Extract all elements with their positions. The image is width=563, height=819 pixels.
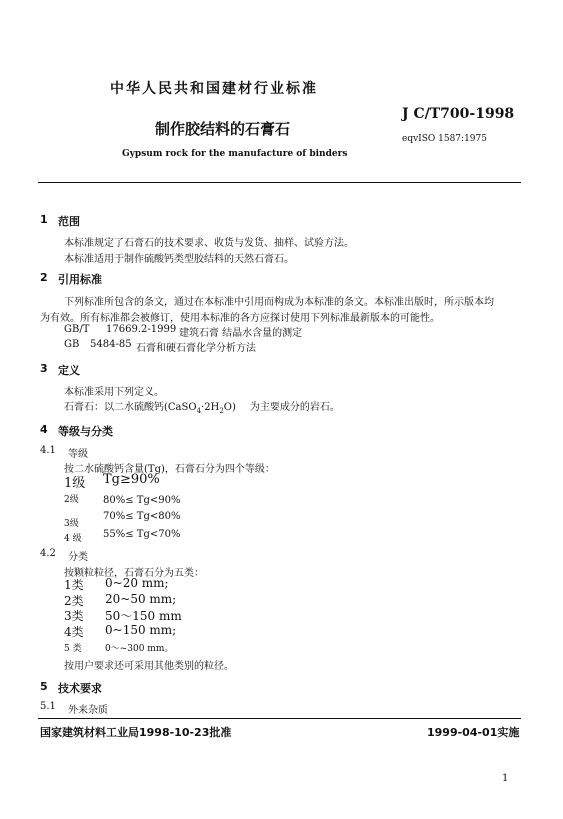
header-divider (38, 182, 521, 183)
document-title-english: Gypsum rock for the manufacture of binders (122, 149, 348, 159)
grade-4-range: 55%≤ Tg<70% (103, 529, 181, 540)
class-3-range: 50～150 mm (105, 609, 182, 623)
grade-3-label: 3级 (64, 519, 79, 529)
subsection-4-1-number: 4.1 (40, 445, 56, 456)
class-4-label: 4类 (64, 625, 84, 639)
implementation-date: 1999-04-01实施 (427, 726, 520, 739)
document-title: 制作胶结料的石膏石 (155, 120, 291, 138)
grades-intro: 按二水硫酸钙含量(Tg)，石膏石分为四个等级： (64, 464, 275, 475)
grade-3-range: 70%≤ Tg<80% (103, 511, 181, 522)
section-2-title: 引用标准 (58, 273, 102, 286)
section-1-title: 范围 (58, 215, 80, 228)
section-3-number: 3 (40, 362, 48, 375)
class-2-label: 2类 (64, 594, 84, 608)
section-1-paragraph-2: 本标准适用于制作硫酸钙类型胶结料的天然石膏石。 (64, 254, 294, 265)
class-2-range: 20~50 mm; (105, 592, 177, 606)
section-3-paragraph: 本标准采用下列定义。 (64, 387, 164, 398)
grade-1-label: 1级 (64, 476, 86, 491)
class-5-label: 5 类 (64, 644, 82, 654)
grade-1-range: Tg≥90% (103, 472, 160, 487)
definition-formula-prefix: 石膏石：以二水硫酸钙(CaSO (64, 402, 197, 413)
definition-formula-subscript-2: 2 (219, 407, 224, 415)
class-3-label: 3类 (64, 609, 84, 623)
section-1-paragraph-1: 本标准规定了石膏石的技术要求、收货与发货、抽样、试验方法。 (64, 238, 354, 249)
reference-1-number: 17669.2-1999 (106, 324, 177, 335)
grade-4-label: 4 级 (64, 534, 82, 544)
footer-divider (38, 718, 521, 719)
grade-2-label: 2级 (64, 495, 79, 505)
section-1-number: 1 (40, 213, 48, 226)
class-1-label: 1类 (64, 578, 84, 592)
section-2-paragraph-line-1: 下列标准所包含的条文，通过在本标准中引用而构成为本标准的条文。本标准出版时，所示版本均 (64, 297, 494, 308)
classes-note: 按用户要求还可采用其他类别的粒径。 (64, 661, 234, 672)
class-5-range: 0～~300 mm。 (105, 644, 174, 654)
page-number: 1 (502, 773, 509, 784)
subsection-4-2-title: 分类 (68, 552, 88, 563)
section-5-number: 5 (40, 680, 48, 693)
definition-formula-middle: ·2H (201, 402, 220, 413)
class-1-range: 0~20 mm; (105, 576, 169, 590)
reference-2-number: 5484-85 (90, 339, 132, 350)
equivalence-note: eqvISO 1587:1975 (402, 134, 487, 144)
reference-2-code: GB (64, 339, 80, 350)
grade-2-range: 80%≤ Tg<90% (103, 495, 181, 506)
subsection-4-1-title: 等级 (68, 449, 88, 460)
definition-formula-suffix: O) (223, 402, 236, 413)
gypsum-rock-definition (64, 398, 340, 415)
subsection-4-2-number: 4.2 (40, 548, 56, 559)
section-2-paragraph-line-2: 为有效。所有标准都会被修订，使用本标准的各方应探讨使用下列标准最新版本的可能性。 (40, 313, 440, 324)
section-2-number: 2 (40, 271, 48, 284)
definition-formula-subscript-4: 4 (196, 407, 202, 415)
approval-line: 国家建筑材料工业局1998-10-23批准 (40, 726, 232, 739)
subsection-5-1-number: 5.1 (40, 701, 56, 712)
subsection-5-1-title: 外来杂质 (68, 705, 108, 716)
industry-standard-heading: 中华人民共和国建材行业标准 (110, 81, 318, 97)
section-5-title: 技术要求 (58, 682, 102, 695)
section-4-number: 4 (40, 423, 48, 436)
classes-intro: 按颗粒粒径，石膏石分为五类： (64, 568, 204, 579)
section-4-title: 等级与分类 (58, 425, 113, 438)
definition-rest: 为主要成分的岩石。 (249, 402, 340, 413)
reference-2-title: 石膏和硬石膏化学分析方法 (136, 343, 256, 354)
section-3-title: 定义 (58, 364, 80, 377)
reference-1-code: GB/T (64, 324, 90, 335)
class-4-range: 0~150 mm; (105, 623, 177, 637)
reference-1-title: 建筑石膏 结晶水含量的测定 (179, 328, 303, 339)
standard-number: J C/T700-1998 (402, 106, 515, 122)
